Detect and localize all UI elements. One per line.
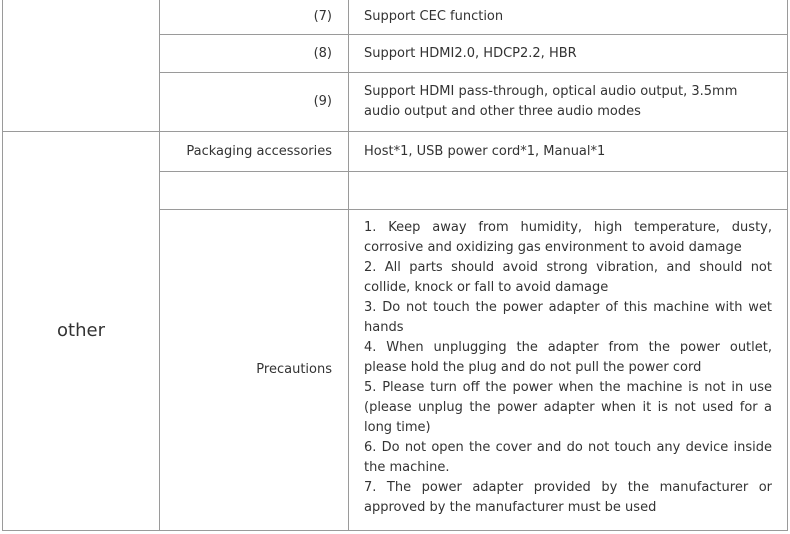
table-row-description	[349, 35, 787, 72]
category-other-text: other	[57, 320, 105, 341]
precaution-item: 2. All parts should avoid strong vibration, and should not collide, knock or fall to avoid damage	[364, 260, 772, 295]
table-row-number	[160, 0, 348, 34]
table-border-right	[787, 0, 788, 531]
table-border-bottom	[2, 530, 788, 531]
packaging-label: Packaging accessories	[186, 143, 332, 159]
category-label	[3, 132, 159, 530]
precautions-list	[364, 218, 772, 518]
packaging-value-cell	[349, 132, 787, 171]
row-description-text: Support CEC function	[364, 9, 504, 24]
packaging-value: Host*1, USB power cord*1, Manual*1	[364, 143, 606, 159]
table-row-number	[160, 35, 348, 72]
table-row-description	[349, 73, 787, 131]
row-number-label: (9)	[313, 94, 332, 109]
precautions-label: Precautions	[256, 362, 332, 377]
row-description-text: Support HDMI2.0, HDCP2.2, HBR	[364, 45, 577, 61]
row-number-label: (7)	[313, 9, 332, 24]
precaution-item: 4. When unplugging the adapter from the power outlet, please hold the plug and do not pull the power cord	[364, 340, 772, 375]
precaution-item: 5. Please turn off the power when the machine is not in use (please unplug the power adapter when it is not used for a long time)	[364, 380, 772, 435]
precaution-item: 7. The power adapter provided by the manufacturer or approved by the manufacturer must be used	[364, 480, 772, 515]
precaution-item: 6. Do not open the cover and do not touch any device inside the machine.	[364, 440, 772, 475]
row-description-text: Support HDMI pass-through, optical audio output, 3.5mm audio output and other three audio modes	[364, 84, 738, 119]
precautions-label-cell	[160, 210, 348, 530]
empty-cell	[160, 172, 348, 209]
empty-cell	[349, 172, 787, 209]
table-row-description	[349, 0, 787, 34]
precautions-list-cell	[349, 218, 787, 528]
row-number-label: (8)	[313, 45, 332, 61]
packaging-label-cell	[160, 132, 348, 171]
precaution-item: 3. Do not touch the power adapter of this machine with wet hands	[364, 300, 772, 335]
table-row-number	[160, 73, 348, 131]
precaution-item: 1. Keep away from humidity, high temperature, dusty, corrosive and oxidizing gas environment to avoid damage	[364, 220, 772, 255]
